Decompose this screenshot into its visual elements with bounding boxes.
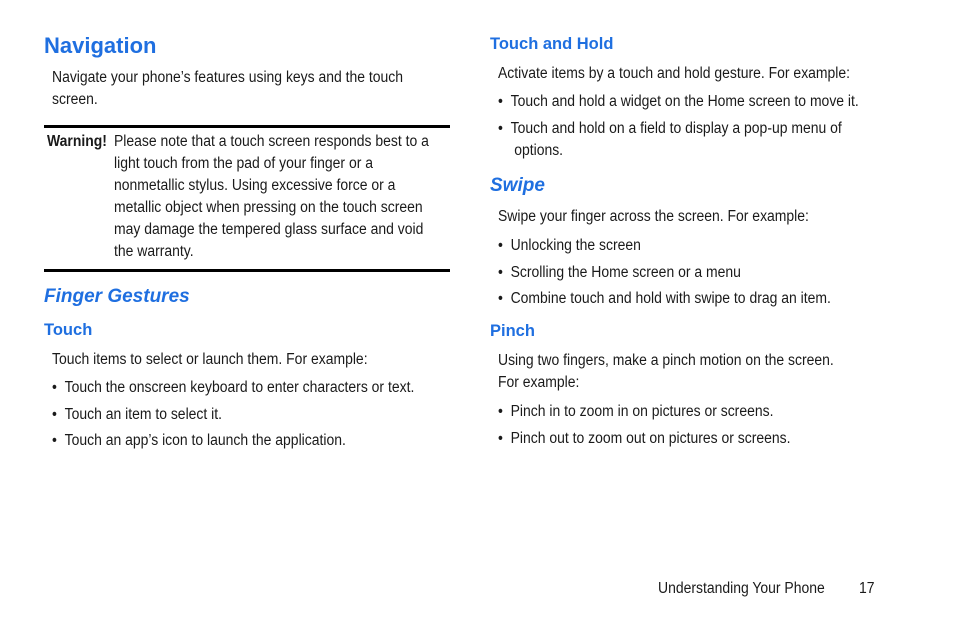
footer-section-title: Understanding Your Phone: [658, 580, 825, 597]
warning-line: light touch from the pad of your finger or a: [114, 155, 374, 172]
list-item-text: Touch and hold on a field to display a pop-up menu of: [510, 119, 842, 137]
list-item-continuation: options.: [514, 141, 564, 159]
touch-and-hold-bullet-list: [498, 91, 859, 162]
page-title: Navigation: [44, 33, 157, 58]
pinch-intro-line: Using two fingers, make a pinch motion on the screen.: [498, 352, 834, 369]
list-item: [498, 91, 859, 118]
warning-label: Warning!: [47, 133, 107, 150]
swipe-bullet-list: [498, 235, 831, 315]
touch-intro: Touch items to select or launch them. For example:: [52, 351, 368, 368]
swipe-heading: Swipe: [490, 175, 545, 196]
list-item: • Touch an app’s icon to launch the application.: [52, 430, 414, 457]
warning-line: may damage the tempered glass surface and void: [114, 221, 424, 238]
warning-line: Please note that a touch screen responds best to a: [114, 133, 429, 150]
list-item: • Touch an item to select it.: [52, 404, 414, 431]
swipe-intro: Swipe your finger across the screen. For example:: [498, 208, 809, 225]
list-item: • Touch the onscreen keyboard to enter characters or text.: [52, 377, 414, 404]
warning-text: [114, 131, 429, 263]
pinch-heading: Pinch: [490, 322, 535, 340]
touch-bullet-list: [52, 377, 414, 457]
list-item: • Pinch in to zoom in on pictures or screens.: [498, 401, 791, 428]
page-number: 17: [859, 580, 875, 597]
warning-line: metallic object when pressing on the touch screen: [114, 199, 423, 216]
intro-line: Navigate your phone’s features using keys and the touch: [52, 69, 404, 86]
warning-line: nonmetallic stylus. Using excessive force or a: [114, 177, 396, 194]
list-item: • Combine touch and hold with swipe to drag an item.: [498, 288, 831, 315]
list-item: • Scrolling the Home screen or a menu: [498, 262, 831, 289]
touch-and-hold-heading: Touch and Hold: [490, 35, 614, 53]
navigation-intro: [52, 67, 403, 111]
list-item-text: Touch and hold a widget on the Home screen to move it.: [510, 93, 859, 110]
touch-heading: Touch: [44, 321, 93, 339]
pinch-bullet-list: [498, 401, 791, 454]
intro-line: screen.: [52, 91, 98, 108]
pinch-intro: [498, 350, 834, 394]
warning-bottom-rule: [44, 269, 450, 272]
list-item: • Unlocking the screen: [498, 235, 831, 262]
warning-top-rule: [44, 125, 450, 128]
list-item: • Pinch out to zoom out on pictures or screens.: [498, 428, 791, 455]
warning-line: the warranty.: [114, 243, 194, 260]
list-item: [498, 118, 859, 162]
finger-gestures-heading: Finger Gestures: [44, 286, 190, 307]
pinch-intro-line: For example:: [498, 374, 580, 391]
touch-and-hold-intro: Activate items by a touch and hold gesture. For example:: [498, 65, 851, 82]
